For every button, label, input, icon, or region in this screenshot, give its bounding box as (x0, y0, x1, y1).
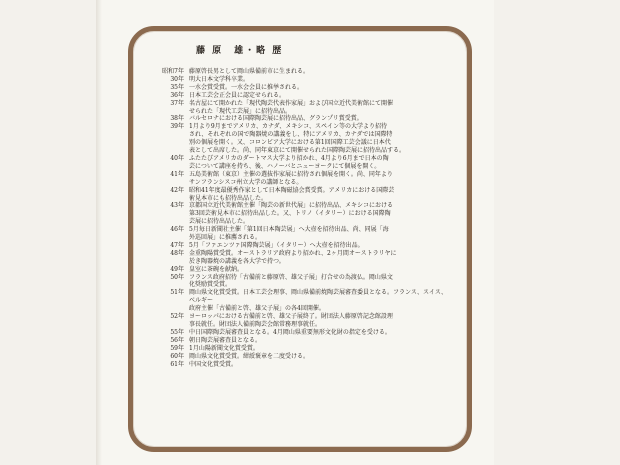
entry-text: 岡山県文化賞受賞。日本工芸会理事、岡山県備前焼陶芸展審査委員となる。フランス、スイス、ベルギー 政府主催「古備前と啓、雄父子展」の各4回開催。 (189, 289, 448, 313)
entry-year: 41年 (170, 170, 184, 178)
biography-entry (140, 155, 452, 171)
entry-year: 37年 (170, 99, 184, 107)
entry-year: 59年 (170, 344, 184, 352)
entry-year: 40年 (170, 154, 184, 162)
entry-text: 1月山陽新聞文化賞受賞。 (189, 344, 259, 352)
entry-year: 38年 (170, 115, 184, 123)
biography-entry (140, 274, 452, 290)
entry-year: 56年 (170, 336, 184, 344)
document-title: 藤 原 雄・略 歴 (196, 46, 284, 56)
biography-entry (140, 226, 452, 242)
entry-text: 藤原啓長男として岡山県備前市に生まれる。 (189, 68, 310, 75)
entry-text: 5月「ファエンツァ国際陶芸展」（イタリー）へ大壺を招待出品。 (189, 241, 364, 249)
entry-year: 昭和7年 (162, 68, 184, 75)
biography-entry (140, 202, 452, 226)
entry-year: 36年 (170, 91, 184, 99)
entry-text: 京都国立近代美術館主催「陶芸の新世代展」に招待出品、メキシコにおける 第3回芸術見本市に招待出品した。又、トリノ（イタリー）における国際陶 芸展に招待出品した。 (189, 202, 393, 226)
entry-text: ふたたびアメリカのダートマス大学より招かれ、4月より6月まで日本の陶 芸について講座を持ち、後、ハノーバとニューヨークにて個展を開く。 (189, 154, 389, 170)
entry-year: 42年 (170, 186, 184, 194)
entry-year: 61年 (170, 360, 184, 368)
biography-entry (140, 345, 452, 353)
biography-entry (140, 250, 452, 266)
entry-year: 48年 (170, 249, 184, 257)
biography-entry (140, 68, 452, 76)
entry-year: 43年 (170, 202, 184, 210)
biography-entry (140, 361, 452, 369)
biography-entry (140, 337, 452, 345)
entry-text: フランス政府招待「古備前と藤原啓、雄父子展」打合せの為渡仏。岡山県文 化奨励賞受賞。 (189, 273, 393, 289)
entry-year: 50年 (170, 273, 184, 281)
entry-text: 皇室に茶碗を献納。 (189, 265, 244, 273)
biography-entry (140, 84, 452, 92)
entry-text: 日本工芸会正会員に認定せられる。 (189, 91, 286, 99)
entry-text: 昭和41年度最優秀作家として日本陶磁協会賞受賞。アメリカにおける国際芸 術見本市にも招待出品した。 (189, 186, 395, 202)
entry-text: バルセロナにおける国際陶芸展に招待出品、グランプリ賞受賞。 (189, 115, 363, 123)
entry-year: 35年 (170, 83, 184, 91)
entry-text: 岡山県文化賞受賞。紺綬褒章を二度受ける。 (189, 352, 310, 360)
entry-year: 39年 (170, 123, 184, 131)
entry-year: 60年 (170, 352, 184, 360)
biography-entry (140, 123, 452, 155)
entry-text: 中国文化賞受賞。 (189, 360, 238, 368)
entry-text: 5月毎日新聞社主催「第1回日本陶芸展」へ大壺を招待出品、尚、同展「海 外巡回展」に推薦される。 (189, 226, 389, 242)
entry-text: 明大日本文学科卒業。 (189, 75, 250, 83)
entry-year: 47年 (170, 241, 184, 249)
biography-list (140, 68, 452, 368)
biography-entry (140, 353, 452, 361)
biography-entry (140, 289, 452, 313)
biography-entry (140, 329, 452, 337)
entry-text: 1月より9月までアメリカ、カナダ、メキシコ、スペイン等の大学より招待 され、それぞれの国で陶器焼の講義をし、特にアメリカ、カナダでは国際特 別の個展を開く。又、コロンビア大学における第1回国際工芸会議に日本代 表として出席した。尚、同年東京にて開催せられた国際陶芸展に招待出品する。 (189, 123, 406, 155)
entry-text: 金重陶陽賞受賞。オーストラリア政府より招かれ、2ヶ月間オーストラリヤに 於き陶器焼の講義を各大学で持つ。 (189, 249, 397, 265)
entry-text: 五島美術館（東京）主催の選抜作家展に招待され個展を開く。尚、同年より サンフランシスコ州立大学の講師となる。 (189, 170, 393, 186)
biography-entry (140, 266, 452, 274)
biography-entry (140, 187, 452, 203)
paper-fold-shadow (96, 0, 102, 465)
entry-year: 30年 (170, 75, 184, 83)
entry-year: 52年 (170, 313, 184, 321)
entry-year: 49年 (170, 265, 184, 273)
entry-year: 46年 (170, 226, 184, 234)
entry-text: 朝日陶芸展審査員となる。 (189, 336, 262, 344)
entry-text: 一水会賞受賞。一水会会員に推挙される。 (189, 83, 304, 91)
biography-entry (140, 92, 452, 100)
biography-entry (140, 100, 452, 116)
biography-entry (140, 171, 452, 187)
entry-text: 中日国際陶芸展審査員となる。4月岡山県重要無形文化財の指定を受ける。 (189, 328, 391, 336)
biography-entry (140, 313, 452, 329)
entry-text: ヨーロッパにおける古備前と啓、雄父子展終了。財団法人藤原啓記念館設理 事長就任。財団法人備前陶芸会館常務理事就任。 (189, 313, 393, 328)
entry-text: 名古屋にて開かれた「現代陶芸代表作家展」および国立近代美術館にて開催 せられた「現代工芸展」に招待出品。 (189, 99, 394, 115)
biography-entry (140, 76, 452, 84)
biography-entry (140, 242, 452, 250)
entry-year: 51年 (170, 289, 184, 297)
entry-year: 55年 (170, 328, 184, 336)
